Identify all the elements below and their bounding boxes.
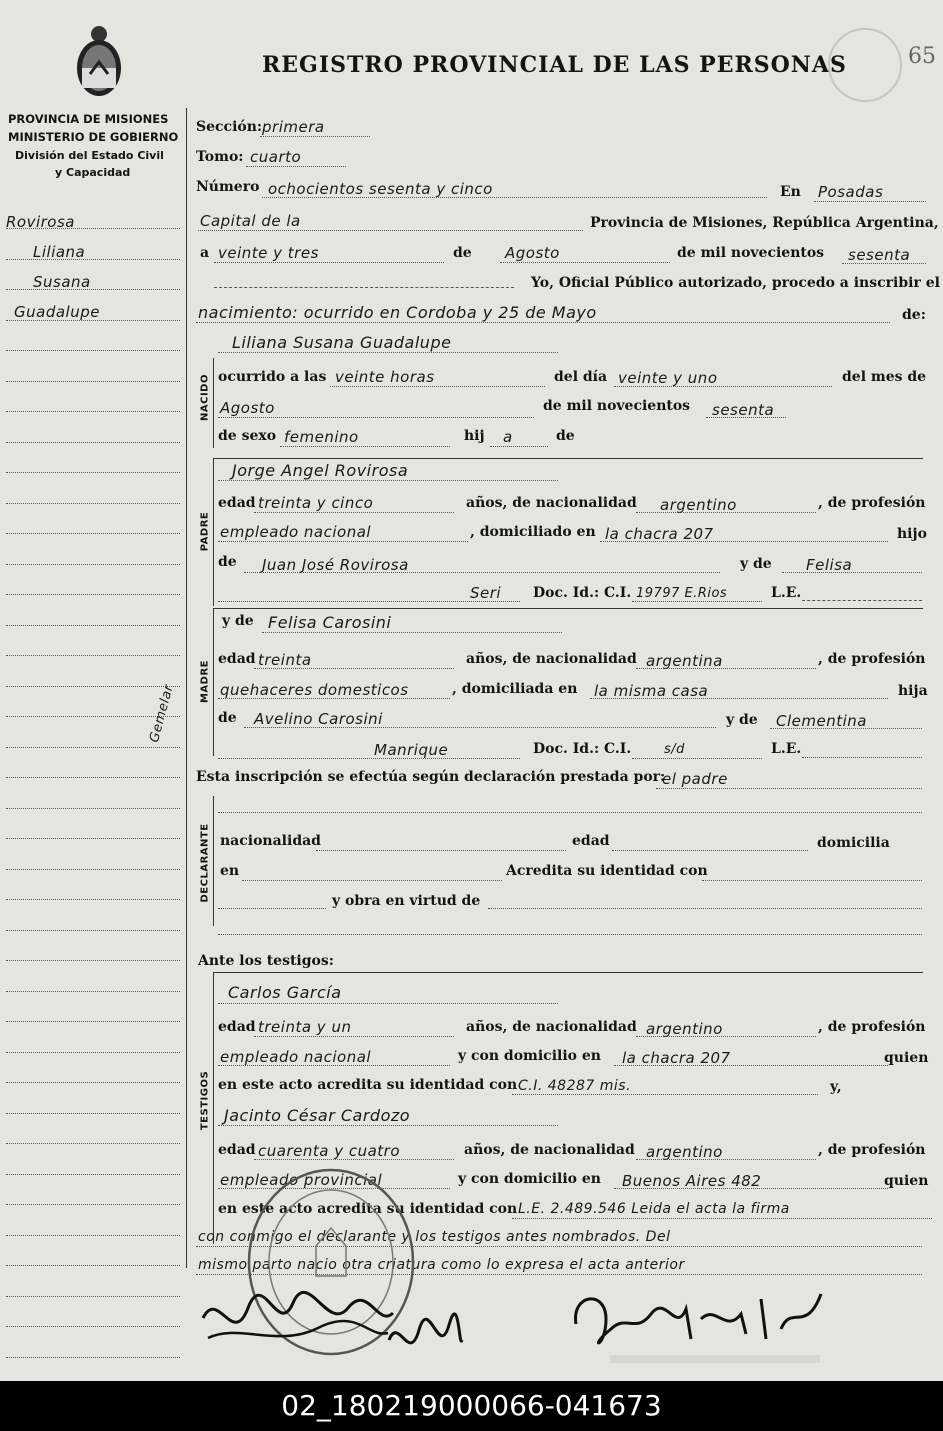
margin-rule xyxy=(6,1113,180,1114)
t1-dom-label: y con domicilio en xyxy=(458,1048,601,1064)
madre-dom-label: , domiciliada en xyxy=(452,681,578,697)
dia-value: veinte y tres xyxy=(218,244,319,262)
t1-nac-value: argentino xyxy=(646,1020,723,1038)
tomo-label: Tomo: xyxy=(196,149,244,165)
madre-nac-label: años, de nacionalidad xyxy=(466,651,637,667)
t2-nac-label: años, de nacionalidad xyxy=(464,1142,635,1158)
nacido-section-label: NACIDO xyxy=(199,374,211,421)
seccion-label: Sección: xyxy=(196,119,263,135)
t1-nac-label: años, de nacionalidad xyxy=(466,1019,637,1035)
madre-nac-value: argentina xyxy=(646,652,723,670)
margin-name-3: Susana xyxy=(33,273,91,291)
margin-rule xyxy=(6,869,180,870)
t1-y-label: y, xyxy=(830,1079,842,1095)
madre-dom-value: la misma casa xyxy=(594,682,709,700)
t2-prof-value: empleado provincial xyxy=(220,1171,383,1189)
t2-edad-value: cuarenta y cuatro xyxy=(258,1142,401,1160)
hij-value: a xyxy=(503,428,513,446)
padre-hijo-label: hijo xyxy=(897,526,927,542)
tomo-value: cuarto xyxy=(250,148,302,166)
madre-de-label: de xyxy=(218,710,237,726)
t1-acredita-value: C.I. 48287 mis. xyxy=(518,1078,632,1094)
t1-dom-value: la chacra 207 xyxy=(622,1049,731,1067)
hecho-value: nacimiento: ocurrido en Cordoba y 25 de Mayo xyxy=(198,303,597,322)
margin-rule xyxy=(6,930,180,931)
padre-dom-label: , domiciliado en xyxy=(470,524,596,540)
margin-rule xyxy=(6,838,180,839)
margin-rule xyxy=(6,625,180,626)
madre-edad-label: edad xyxy=(218,651,256,667)
padre-doc-value: 19797 E.Rios xyxy=(636,586,728,601)
margin-rule xyxy=(6,1204,180,1205)
ocurrido-label: ocurrido a las xyxy=(218,369,327,385)
madre-yde2-label: y de xyxy=(726,712,758,728)
margin-rule xyxy=(6,594,180,595)
margin-rule xyxy=(6,1357,180,1358)
provincia-text: Provincia de Misiones, República Argentina, xyxy=(590,215,939,231)
padre-section-label: PADRE xyxy=(199,511,211,552)
madre-edad-value: treinta xyxy=(258,651,312,669)
margin-rule xyxy=(6,533,180,534)
padre-le-label: L.E. xyxy=(771,585,802,601)
division-label-1: División del Estado Civil xyxy=(15,149,164,162)
padre-nac-label: años, de nacionalidad xyxy=(466,495,637,511)
margin-name-1: Rovirosa xyxy=(6,213,75,231)
officer-signature xyxy=(566,1284,826,1358)
declarante-intro: Esta inscripción se efectúa según declaración prestada por: xyxy=(196,769,666,785)
seccion-value: primera xyxy=(262,118,325,136)
declarante-edad-label: edad xyxy=(572,833,610,849)
padre-de-label: de xyxy=(218,554,237,570)
province-label: PROVINCIA DE MISIONES xyxy=(8,112,169,126)
mil-label: de mil novecientos xyxy=(677,245,825,261)
witness-signature-1 xyxy=(198,1278,398,1362)
del-dia-label: del día xyxy=(554,369,608,385)
t1-prof-label: , de profesión xyxy=(818,1019,926,1035)
madre-prof-label: , de profesión xyxy=(818,651,926,667)
madre-doc-value: s/d xyxy=(664,742,685,757)
madre-doc-label: Doc. Id.: C.I. xyxy=(533,741,632,757)
testigos-section-label: TESTIGOS xyxy=(199,1070,211,1131)
declarante-section-label: DECLARANTE xyxy=(199,823,211,903)
t2-dom-value: Buenos Aires 482 xyxy=(622,1172,762,1190)
nacido-mil-label: de mil novecientos xyxy=(543,398,691,414)
nacido-anio-value: sesenta xyxy=(712,401,775,419)
padre-dom-value: la chacra 207 xyxy=(605,525,714,543)
numero-label: Número xyxy=(196,179,260,195)
coat-of-arms-icon xyxy=(68,22,130,100)
t1-edad-value: treinta y un xyxy=(258,1018,352,1036)
t1-prof-value: empleado nacional xyxy=(220,1048,372,1066)
t2-nac-value: argentino xyxy=(646,1143,723,1161)
margin-rule xyxy=(6,1235,180,1236)
padre-nac-value: argentino xyxy=(660,496,737,514)
margin-rule xyxy=(6,1265,180,1266)
madre-hija-label: hija xyxy=(898,683,928,699)
margin-rule xyxy=(6,1052,180,1053)
sexo-value: femenino xyxy=(284,428,359,446)
declarante-en-label: en xyxy=(220,863,240,879)
t2-name: Jacinto César Cardozo xyxy=(224,1106,411,1125)
margin-rule xyxy=(6,960,180,961)
a-label: a xyxy=(200,245,210,261)
madre-father-of: Avelino Carosini xyxy=(254,710,383,728)
declarante-intro-value: el padre xyxy=(662,770,728,788)
margin-rule xyxy=(6,899,180,900)
nacido-de-label: de xyxy=(556,428,575,444)
declarante-nac-label: nacionalidad xyxy=(220,833,321,849)
margin-rule xyxy=(6,747,180,748)
capital-value: Capital de la xyxy=(200,212,301,230)
ministry-label: MINISTERIO DE GOBIERNO xyxy=(8,130,179,144)
margin-note: Gemelar xyxy=(146,683,177,745)
division-label-2: y Capacidad xyxy=(55,166,131,179)
declarant-signature xyxy=(384,1310,464,1374)
padre-father-of: Juan José Rovirosa xyxy=(262,556,409,574)
margin-rule xyxy=(6,381,180,382)
t1-edad-label: edad xyxy=(218,1019,256,1035)
margin-rule xyxy=(6,808,180,809)
padre-mother-of-cont: Seri xyxy=(470,584,502,602)
stamp-ghost xyxy=(828,28,902,102)
margin-rule xyxy=(6,472,180,473)
t2-acredita-value: L.E. 2.489.546 Leida el acta la firma xyxy=(518,1201,790,1217)
hij-label: hij xyxy=(464,428,485,444)
margin-rule xyxy=(6,1296,180,1297)
margin-rule xyxy=(6,564,180,565)
padre-name: Jorge Angel Rovirosa xyxy=(232,461,409,480)
t2-quien-label: quien xyxy=(884,1173,929,1189)
testigos-intro: Ante los testigos: xyxy=(198,953,334,969)
hora-value: veinte horas xyxy=(335,368,435,386)
padre-doc-label: Doc. Id.: C.I. xyxy=(533,585,632,601)
madre-section-label: MADRE xyxy=(199,659,211,704)
margin-rule xyxy=(6,1021,180,1022)
padre-edad-value: treinta y cinco xyxy=(258,494,374,512)
madre-mother-of: Clementina xyxy=(776,712,867,730)
margin-rule xyxy=(6,442,180,443)
margin-rule xyxy=(6,1174,180,1175)
t2-prof-label: , de profesión xyxy=(818,1142,926,1158)
margin-name-2: Liliana xyxy=(33,243,86,261)
margin-rule xyxy=(6,777,180,778)
t1-acredita-label: en este acto acredita su identidad con xyxy=(218,1077,518,1093)
del-mes-label: del mes de xyxy=(842,369,927,385)
anio-value: sesenta xyxy=(848,246,911,264)
margin-rule xyxy=(6,411,180,412)
madre-mother-of-cont: Manrique xyxy=(374,741,449,759)
nacido-dia-value: veinte y uno xyxy=(618,369,718,387)
main-vertical-line xyxy=(186,108,187,1268)
en-value: Posadas xyxy=(818,183,884,201)
nacido-name: Liliana Susana Guadalupe xyxy=(232,333,452,352)
sexo-label: de sexo xyxy=(218,428,277,444)
de-colon-label: de: xyxy=(902,307,926,323)
padre-yde-label: y de xyxy=(740,556,772,572)
madre-name: Felisa Carosini xyxy=(268,613,392,632)
archive-code: 02_180219000066-041673 xyxy=(0,1381,943,1431)
margin-name-4: Guadalupe xyxy=(14,303,100,321)
closing-line-1: con conmigo el declarante y los testigos antes nombrados. Del xyxy=(198,1229,671,1245)
mes-value: Agosto xyxy=(505,244,560,262)
madre-yde-label: y de xyxy=(222,613,254,629)
oficial-text: Yo, Oficial Público autorizado, procedo a inscribir el xyxy=(531,275,940,291)
closing-line-2: mismo parto nacio otra criatura como lo expresa el acta anterior xyxy=(198,1257,685,1273)
padre-prof-value: empleado nacional xyxy=(220,523,372,541)
margin-rule xyxy=(6,1143,180,1144)
t2-acredita-label: en este acto acredita su identidad con xyxy=(218,1201,518,1217)
declarante-acredita-label: Acredita su identidad con xyxy=(506,863,708,879)
margin-rule xyxy=(6,1082,180,1083)
margin-rule xyxy=(6,350,180,351)
margin-rule xyxy=(6,503,180,504)
margin-rule xyxy=(6,991,180,992)
page-number: 65 xyxy=(908,44,936,69)
page-title: REGISTRO PROVINCIAL DE LAS PERSONAS xyxy=(262,52,847,78)
t1-quien-label: quien xyxy=(884,1050,929,1066)
margin-rule xyxy=(6,686,180,687)
declarante-obra-label: y obra en virtud de xyxy=(332,893,481,909)
t2-edad-label: edad xyxy=(218,1142,256,1158)
margin-rule xyxy=(6,1326,180,1327)
padre-prof-label: , de profesión xyxy=(818,495,926,511)
stamp-smudge xyxy=(610,1355,820,1363)
margin-rule xyxy=(6,655,180,656)
padre-mother-of: Felisa xyxy=(806,556,853,574)
en-label: En xyxy=(780,184,801,200)
madre-prof-value: quehaceres domesticos xyxy=(220,681,409,699)
de-label: de xyxy=(453,245,472,261)
numero-value: ochocientos sesenta y cinco xyxy=(268,180,493,198)
padre-edad-label: edad xyxy=(218,495,256,511)
declarante-dom-label: domicilia xyxy=(817,835,890,851)
t2-dom-label: y con domicilio en xyxy=(458,1171,601,1187)
madre-le-label: L.E. xyxy=(771,741,802,757)
t1-name: Carlos García xyxy=(228,983,342,1002)
nacido-mes-value: Agosto xyxy=(220,399,275,417)
